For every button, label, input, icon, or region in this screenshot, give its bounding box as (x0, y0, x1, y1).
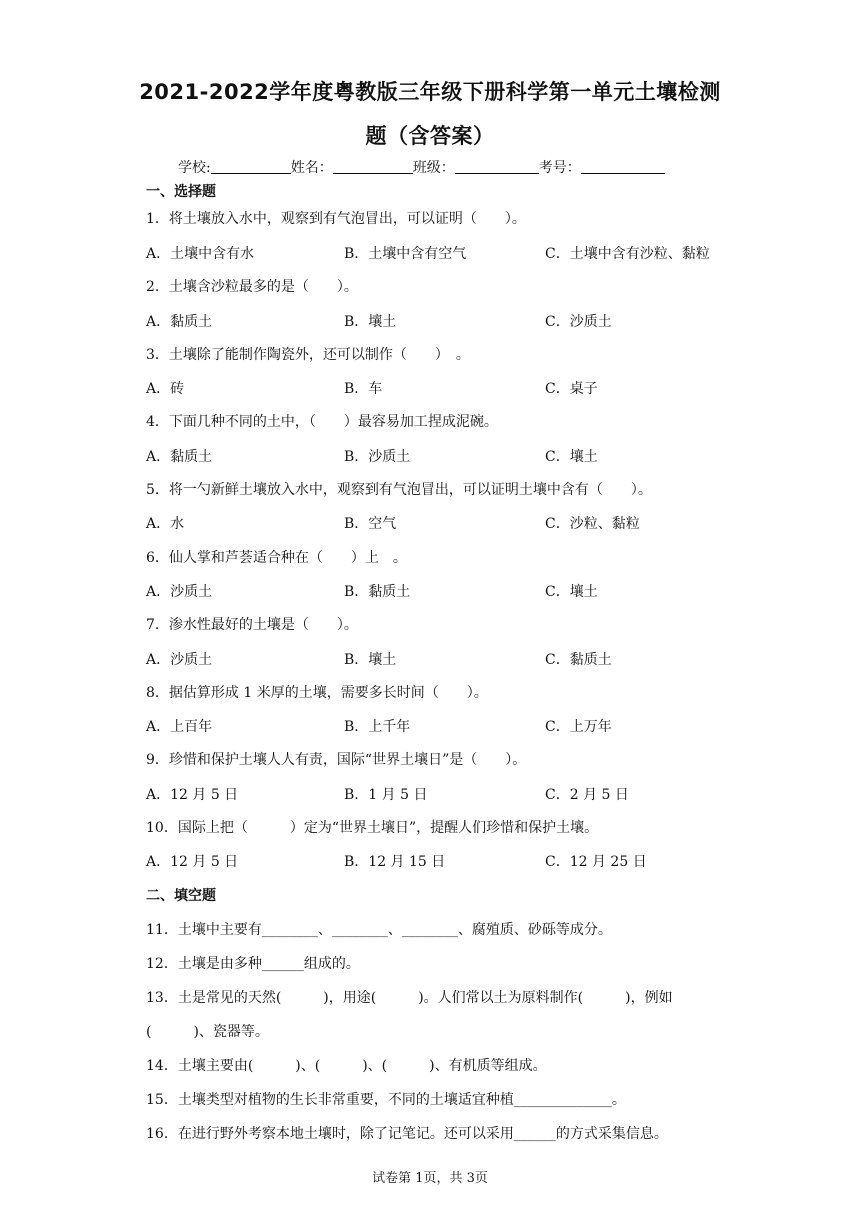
q3-option-a: A．砖 (146, 381, 185, 397)
question-9: 9．珍惜和保护土壤人人有责，国际“世界土壤日”是（ ）。 (146, 752, 527, 768)
q3-option-b: B．车 (344, 381, 383, 397)
section-heading-choice: 一、选择题 (146, 184, 216, 200)
question-13-line2: ( )、瓷器等。 (146, 1024, 269, 1040)
question-15: 15．土壤类型对植物的生长非常重要，不同的土壤适宜种植______________。 (146, 1092, 626, 1108)
q9-option-b: B．1 月 5 日 (344, 787, 428, 803)
question-12: 12．土壤是由多种______组成的。 (146, 956, 360, 972)
q4-option-b: B．沙质土 (344, 449, 411, 465)
name-label: 姓名： (290, 160, 333, 176)
q6-option-c: C．壤土 (545, 584, 598, 600)
exam-no-label: 考号： (538, 160, 581, 176)
question-5: 5．将一勺新鲜土壤放入水中，观察到有气泡冒出，可以证明土壤中含有（ ）。 (146, 482, 652, 498)
q4-option-c: C．壤土 (545, 449, 598, 465)
q10-option-b: B．12 月 15 日 (344, 854, 446, 870)
class-blank[interactable] (455, 159, 539, 174)
question-16: 16．在进行野外考察本地土壤时，除了记笔记。还可以采用______的方式采集信息。 (146, 1126, 668, 1142)
question-2: 2．土壤含沙粒最多的是（ ）。 (146, 279, 358, 295)
q10-option-a: A．12 月 5 日 (146, 854, 239, 870)
exam-title-line2: 题（含答案） (365, 124, 495, 148)
q1-option-c: C．土壤中含有沙粒、黏粒 (545, 246, 710, 262)
class-label: 班级： (412, 160, 455, 176)
question-6: 6．仙人掌和芦荟适合种在（ ）上 。 (146, 550, 407, 566)
q2-option-c: C．沙质土 (545, 314, 612, 330)
question-4: 4．下面几种不同的土中，（ ）最容易加工捏成泥碗。 (146, 414, 498, 430)
q7-option-a: A．沙质土 (146, 652, 213, 668)
q9-option-c: C．2 月 5 日 (545, 787, 629, 803)
q7-option-b: B．壤土 (344, 652, 397, 668)
q3-option-c: C．桌子 (545, 381, 598, 397)
q8-option-a: A．上百年 (146, 719, 213, 735)
school-label: 学校: (178, 160, 211, 176)
q2-option-b: B．壤土 (344, 314, 397, 330)
question-11: 11．土壤中主要有________、________、________、腐殖质、砂砾等成分。 (146, 922, 612, 938)
q8-option-b: B．上千年 (344, 719, 411, 735)
page-footer: 试卷第 1页，共 3页 (372, 1171, 488, 1186)
student-info-line (178, 157, 665, 177)
question-10: 10．国际上把（ ）定为“世界土壤日”，提醒人们珍惜和保护土壤。 (146, 820, 599, 836)
q7-option-c: C．黏质土 (545, 652, 612, 668)
q1-option-b: B．土壤中含有空气 (344, 246, 467, 262)
q6-option-b: B．黏质土 (344, 584, 411, 600)
section-heading-fill: 二、填空题 (146, 888, 216, 904)
exam-no-blank[interactable] (581, 159, 665, 174)
question-1: 1．将土壤放入水中，观察到有气泡冒出，可以证明（ ）。 (146, 211, 526, 227)
q4-option-a: A．黏质土 (146, 449, 213, 465)
q5-option-a: A．水 (146, 516, 185, 532)
q10-option-c: C．12 月 25 日 (545, 854, 647, 870)
school-blank[interactable] (211, 159, 291, 174)
q5-option-c: C．沙粒、黏粒 (545, 516, 640, 532)
question-8: 8．据估算形成 1 米厚的土壤，需要多长时间（ ）。 (146, 685, 488, 701)
q5-option-b: B．空气 (344, 516, 397, 532)
question-14: 14．土壤主要由( )、( )、( )、有机质等组成。 (146, 1058, 547, 1074)
q6-option-a: A．沙质土 (146, 584, 213, 600)
exam-title-line1: 2021-2022学年度粤教版三年级下册科学第一单元土壤检测 (139, 80, 721, 104)
q8-option-c: C．上万年 (545, 719, 612, 735)
q1-option-a: A．土壤中含有水 (146, 246, 255, 262)
q2-option-a: A．黏质土 (146, 314, 213, 330)
question-3: 3．土壤除了能制作陶瓷外，还可以制作（ ） 。 (146, 347, 470, 363)
name-blank[interactable] (333, 159, 413, 174)
question-7: 7．渗水性最好的土壤是（ ）。 (146, 617, 358, 633)
question-13-line1: 13．土是常见的天然( )，用途( )。人们常以土为原料制作( )，例如 (146, 990, 673, 1006)
q9-option-a: A．12 月 5 日 (146, 787, 239, 803)
